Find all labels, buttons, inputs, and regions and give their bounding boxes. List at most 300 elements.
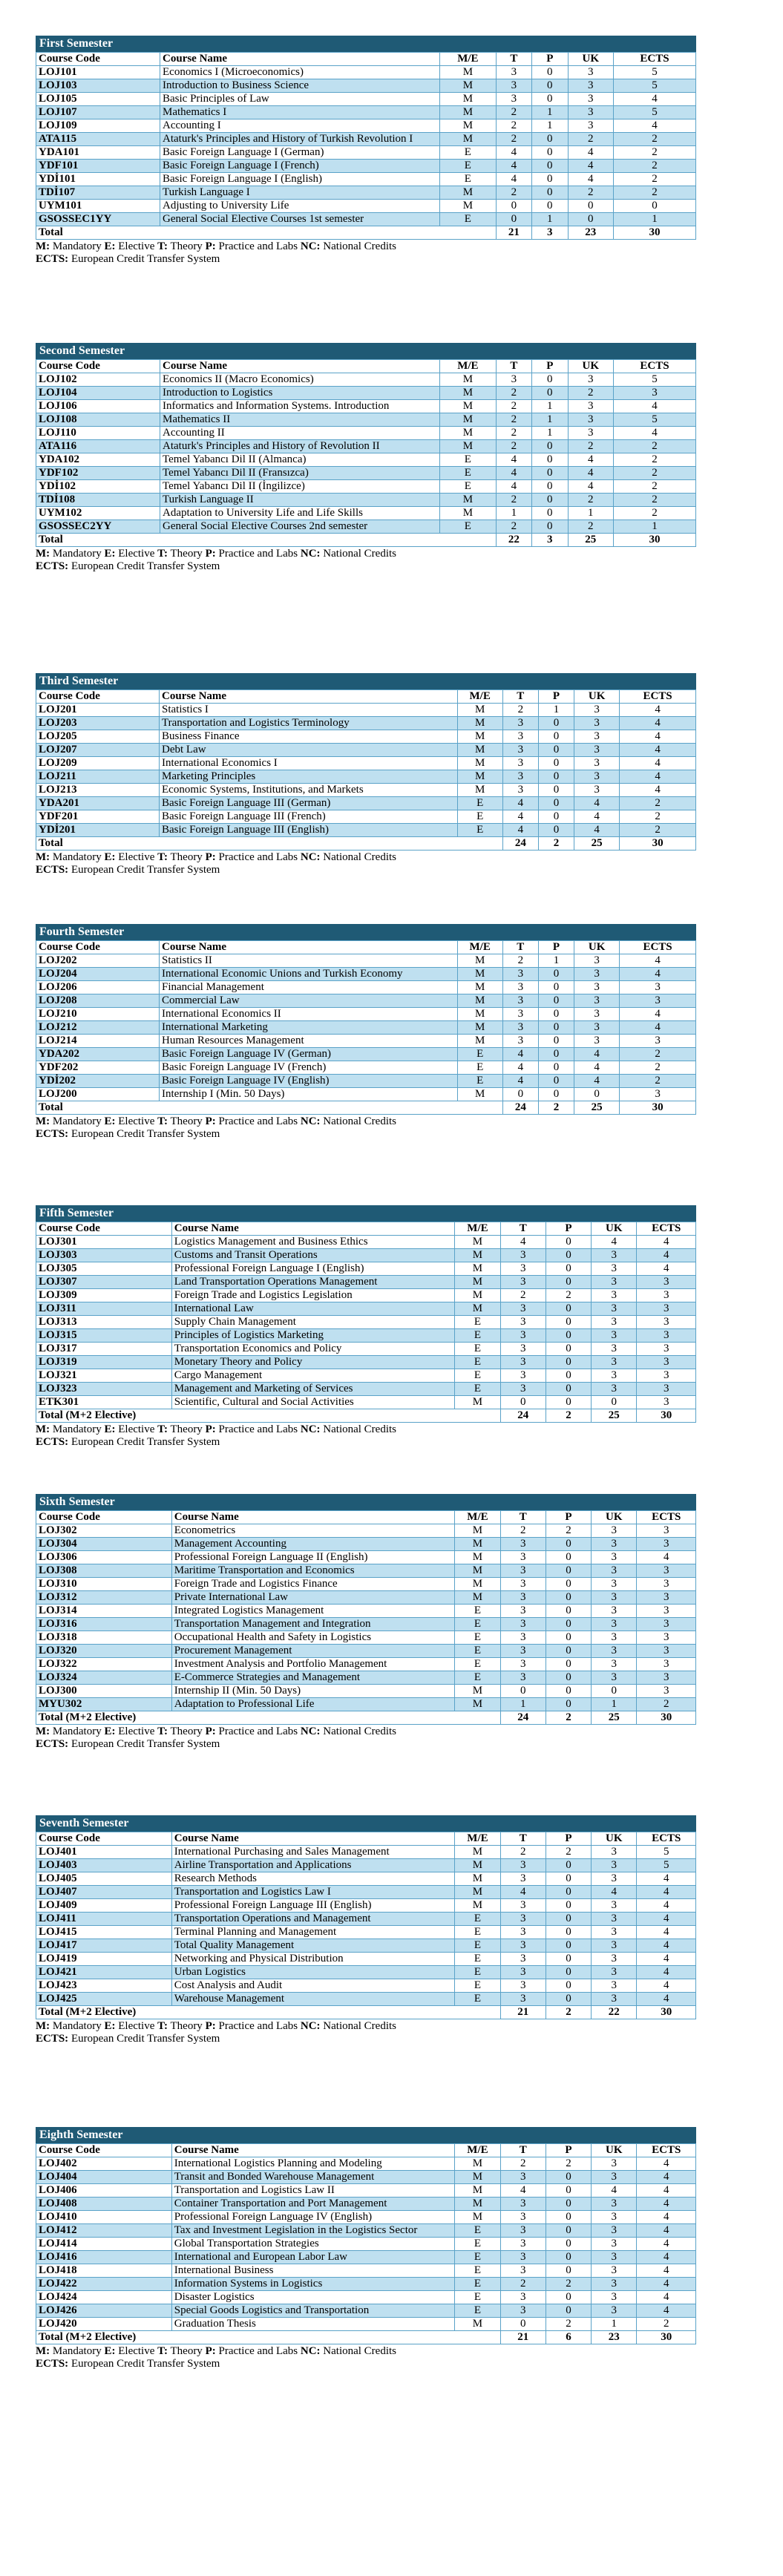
legend-text: Elective (115, 240, 158, 252)
course-p: 0 (538, 824, 574, 837)
course-ects: 4 (637, 2184, 696, 2198)
course-t: 3 (500, 1356, 546, 1369)
legend-key: E: (104, 548, 116, 560)
course-code: LOJ110 (36, 427, 160, 440)
header-uk: UK (568, 53, 613, 66)
course-name: Foreign Trade and Logistics Legislation (171, 1289, 455, 1302)
total-ects: 30 (620, 1101, 696, 1115)
course-t: 3 (500, 2171, 546, 2184)
course-code: LOJ317 (36, 1343, 172, 1356)
course-uk: 3 (592, 1564, 637, 1578)
table-row (36, 2278, 696, 2291)
total-uk: 23 (568, 226, 613, 240)
course-table (36, 689, 696, 851)
course-uk: 1 (568, 507, 613, 520)
course-name: Professional Foreign Language II (English) (171, 1551, 455, 1564)
course-uk: 3 (592, 2291, 637, 2304)
course-code: LOJ300 (36, 1685, 172, 1698)
course-me: M (440, 507, 496, 520)
course-name: Transportation and Logistics Law I (171, 1886, 455, 1899)
course-p: 0 (538, 717, 574, 730)
legend-key: NC: (300, 1423, 321, 1435)
course-uk: 3 (592, 1356, 637, 1369)
course-ects: 4 (613, 93, 695, 106)
course-table (36, 52, 696, 240)
header-t: T (500, 1222, 546, 1236)
course-me: M (455, 1859, 500, 1872)
total-label: Total (36, 226, 497, 240)
course-me: E (440, 173, 496, 186)
course-uk: 1 (592, 1698, 637, 1711)
course-p: 0 (538, 981, 574, 994)
course-uk: 3 (592, 1993, 637, 2006)
table-row (36, 1551, 696, 1564)
course-me: M (455, 1886, 500, 1899)
course-t: 3 (500, 2238, 546, 2251)
course-p: 0 (532, 387, 568, 400)
course-uk: 3 (592, 1289, 637, 1302)
course-name: Research Methods (171, 1872, 455, 1886)
course-name: International Economic Unions and Turkish Economy (160, 968, 458, 981)
course-p: 0 (546, 1236, 591, 1249)
course-p: 0 (546, 1538, 591, 1551)
table-row (36, 1329, 696, 1343)
legend-key: T: (157, 2345, 168, 2357)
table-row (36, 2318, 696, 2331)
course-t: 3 (500, 2304, 546, 2318)
table-row (36, 717, 696, 730)
course-name: Commercial Law (160, 994, 458, 1008)
course-p: 0 (538, 770, 574, 784)
course-uk: 3 (592, 1578, 637, 1591)
legend-key: E: (104, 1725, 116, 1737)
course-code: LOJ323 (36, 1383, 172, 1396)
table-row (36, 1302, 696, 1316)
course-uk: 3 (568, 79, 613, 93)
table-row (36, 467, 696, 480)
total-t: 21 (500, 2006, 546, 2019)
course-t: 2 (496, 133, 531, 146)
course-p: 1 (532, 119, 568, 133)
header-t: T (502, 941, 538, 954)
course-p: 0 (546, 1551, 591, 1564)
course-ects: 1 (613, 520, 695, 534)
course-code: LOJ103 (36, 79, 160, 93)
table-row (36, 1075, 696, 1088)
course-code: LOJ209 (36, 757, 160, 770)
course-me: M (455, 2198, 500, 2211)
header-me: M/E (440, 53, 496, 66)
table-row (36, 824, 696, 837)
course-me: E (457, 1061, 502, 1075)
header-uk: UK (592, 1222, 637, 1236)
legend-key: P: (205, 240, 216, 252)
course-me: M (457, 717, 502, 730)
course-name: Maritime Transportation and Economics (171, 1564, 455, 1578)
course-code: LOJ425 (36, 1993, 172, 2006)
course-t: 3 (500, 1859, 546, 1872)
course-code: LOJ102 (36, 373, 160, 387)
course-code: LOJ311 (36, 1302, 172, 1316)
course-t: 3 (500, 1953, 546, 1966)
course-p: 2 (546, 2278, 591, 2291)
course-code: LOJ212 (36, 1021, 160, 1035)
course-me: M (440, 66, 496, 79)
course-ects: 2 (620, 1075, 696, 1088)
header-name: Course Name (171, 2144, 455, 2157)
course-p: 1 (532, 106, 568, 119)
course-p: 0 (546, 1913, 591, 1926)
course-t: 3 (502, 1008, 538, 1021)
course-code: LOJ303 (36, 1249, 172, 1262)
legend-key: NC: (300, 851, 321, 863)
course-me: E (457, 1048, 502, 1061)
course-name: Information Systems in Logistics (171, 2278, 455, 2291)
total-p: 2 (538, 1101, 574, 1115)
course-ects: 4 (637, 1939, 696, 1953)
course-t: 3 (500, 1316, 546, 1329)
course-code: LOJ205 (36, 730, 160, 744)
course-uk: 3 (574, 744, 620, 757)
course-p: 2 (546, 2157, 591, 2171)
course-name: Internship I (Min. 50 Days) (160, 1088, 458, 1101)
course-table (36, 2143, 696, 2344)
total-p: 2 (546, 2006, 591, 2019)
course-table (36, 359, 696, 547)
course-t: 3 (500, 2264, 546, 2278)
course-uk: 3 (574, 730, 620, 744)
course-code: YDİ102 (36, 480, 160, 494)
table-row (36, 200, 696, 213)
course-code: LOJ307 (36, 1276, 172, 1289)
course-me: E (455, 1356, 500, 1369)
course-name: Supply Chain Management (171, 1316, 455, 1329)
course-ects: 4 (620, 744, 696, 757)
course-ects: 3 (637, 1685, 696, 1698)
legend-text: Practice and Labs (215, 851, 301, 863)
course-ects: 3 (613, 387, 695, 400)
course-name: General Social Elective Courses 1st semester (160, 213, 440, 226)
legend-text: Elective (115, 548, 158, 560)
course-p: 2 (546, 1524, 591, 1538)
course-ects: 3 (637, 1289, 696, 1302)
course-ects: 4 (637, 2251, 696, 2264)
course-me: E (440, 160, 496, 173)
course-me: E (455, 1671, 500, 1685)
table-row (36, 757, 696, 770)
legend-key: P: (205, 1423, 216, 1435)
course-p: 0 (538, 968, 574, 981)
course-name: Transit and Bonded Warehouse Management (171, 2171, 455, 2184)
course-name: Integrated Logistics Management (171, 1605, 455, 1618)
course-uk: 3 (592, 1591, 637, 1605)
course-code: GSOSSEC1YY (36, 213, 160, 226)
course-p: 0 (532, 373, 568, 387)
course-me: E (457, 824, 502, 837)
course-uk: 3 (592, 2264, 637, 2278)
course-name: Land Transportation Operations Management (171, 1276, 455, 1289)
course-code: LOJ426 (36, 2304, 172, 2318)
course-t: 3 (502, 717, 538, 730)
course-p: 1 (532, 413, 568, 427)
table-row (36, 2171, 696, 2184)
course-t: 3 (500, 1564, 546, 1578)
course-code: YDA202 (36, 1048, 160, 1061)
table-row (36, 494, 696, 507)
course-name: Transportation and Logistics Law II (171, 2184, 455, 2198)
legend-key: ECTS: (36, 864, 69, 876)
course-t: 4 (502, 824, 538, 837)
course-code: YDİ202 (36, 1075, 160, 1088)
course-t: 3 (496, 93, 531, 106)
course-p: 0 (532, 494, 568, 507)
legend-text: National Credits (320, 851, 397, 863)
course-code: LOJ101 (36, 66, 160, 79)
table-row (36, 2291, 696, 2304)
course-code: LOJ321 (36, 1369, 172, 1383)
course-p: 0 (546, 2238, 591, 2251)
course-me: E (455, 1966, 500, 1979)
legend-key: M: (36, 2345, 50, 2357)
course-t: 2 (500, 1524, 546, 1538)
course-me: M (440, 373, 496, 387)
header-code: Course Code (36, 690, 160, 704)
total-label: Total (M+2 Elective) (36, 1409, 501, 1423)
course-t: 3 (500, 1926, 546, 1939)
legend-text: Elective (115, 1115, 158, 1127)
course-t: 3 (500, 1645, 546, 1658)
course-me: M (457, 744, 502, 757)
course-uk: 3 (592, 1899, 637, 1913)
course-name: International Law (171, 1302, 455, 1316)
course-t: 3 (500, 2291, 546, 2304)
table-row (36, 1262, 696, 1276)
course-name: Transportation Management and Integration (171, 1618, 455, 1631)
course-t: 3 (500, 1551, 546, 1564)
course-me: E (455, 2224, 500, 2238)
total-p: 3 (532, 226, 568, 240)
total-label: Total (M+2 Elective) (36, 2006, 501, 2019)
course-uk: 3 (592, 2224, 637, 2238)
course-name: Basic Foreign Language IV (German) (160, 1048, 458, 1061)
course-code: LOJ423 (36, 1979, 172, 1993)
course-me: M (455, 1872, 500, 1886)
header-ects: ECTS (613, 53, 695, 66)
course-uk: 3 (592, 1249, 637, 1262)
course-p: 0 (532, 480, 568, 494)
semester-section (36, 1494, 696, 1751)
header-ects: ECTS (637, 2144, 696, 2157)
course-p: 0 (538, 1008, 574, 1021)
course-uk: 3 (592, 1859, 637, 1872)
total-row (36, 226, 696, 240)
course-code: YDF202 (36, 1061, 160, 1075)
table-header-row (36, 53, 696, 66)
course-name: Professional Foreign Language IV (English) (171, 2211, 455, 2224)
course-ects: 3 (637, 1302, 696, 1316)
course-p: 0 (532, 160, 568, 173)
course-ects: 4 (637, 1551, 696, 1564)
course-code: YDF102 (36, 467, 160, 480)
legend (36, 2020, 696, 2045)
header-p: P (532, 360, 568, 373)
course-t: 2 (500, 1289, 546, 1302)
course-t: 3 (502, 981, 538, 994)
total-label: Total (M+2 Elective) (36, 2331, 501, 2344)
course-p: 0 (546, 1859, 591, 1872)
course-me: M (455, 1289, 500, 1302)
table-row (36, 1356, 696, 1369)
course-t: 4 (496, 160, 531, 173)
course-me: M (455, 2171, 500, 2184)
course-t: 3 (502, 784, 538, 797)
course-t: 3 (500, 1939, 546, 1953)
course-ects: 4 (620, 757, 696, 770)
table-row (36, 1008, 696, 1021)
course-p: 0 (532, 507, 568, 520)
semester-section (36, 673, 696, 876)
course-ects: 4 (637, 1262, 696, 1276)
course-name: Urban Logistics (171, 1966, 455, 1979)
course-ects: 3 (637, 1396, 696, 1409)
total-p: 2 (546, 1409, 591, 1423)
table-row (36, 1524, 696, 1538)
course-code: LOJ410 (36, 2211, 172, 2224)
course-me: E (440, 480, 496, 494)
course-code: MYU302 (36, 1698, 172, 1711)
course-me: M (455, 1538, 500, 1551)
course-uk: 2 (568, 186, 613, 200)
course-p: 0 (546, 1685, 591, 1698)
course-ects: 4 (620, 968, 696, 981)
legend-key: NC: (300, 240, 321, 252)
course-ects: 2 (620, 1048, 696, 1061)
table-header-row (36, 2144, 696, 2157)
legend-text: European Credit Transfer System (68, 560, 220, 572)
total-uk: 25 (574, 1101, 620, 1115)
header-me: M/E (455, 1222, 500, 1236)
legend-key: T: (157, 240, 168, 252)
course-uk: 4 (574, 1061, 620, 1075)
legend-text: European Credit Transfer System (68, 2033, 220, 2045)
legend-key: ECTS: (36, 1128, 69, 1140)
course-t: 2 (496, 427, 531, 440)
table-row (36, 1236, 696, 1249)
legend-key: NC: (300, 1725, 321, 1737)
header-ects: ECTS (637, 1832, 696, 1846)
course-name: Econometrics (171, 1524, 455, 1538)
course-ects: 2 (613, 453, 695, 467)
course-t: 1 (500, 1698, 546, 1711)
course-uk: 3 (592, 1645, 637, 1658)
course-me: M (440, 494, 496, 507)
course-me: E (440, 520, 496, 534)
course-t: 3 (500, 2198, 546, 2211)
course-code: YDA101 (36, 146, 160, 160)
course-code: LOJ422 (36, 2278, 172, 2291)
header-me: M/E (455, 1832, 500, 1846)
legend-text: European Credit Transfer System (68, 253, 220, 265)
course-uk: 3 (592, 1913, 637, 1926)
course-ects: 4 (637, 2304, 696, 2318)
table-row (36, 1591, 696, 1605)
course-code: LOJ108 (36, 413, 160, 427)
table-row (36, 1872, 696, 1886)
course-me: M (455, 2211, 500, 2224)
course-p: 0 (546, 1979, 591, 1993)
legend-text: Theory (168, 240, 206, 252)
legend-key: E: (104, 240, 116, 252)
header-code: Course Code (36, 941, 160, 954)
course-me: E (455, 2238, 500, 2251)
course-t: 3 (502, 968, 538, 981)
header-p: P (546, 1511, 591, 1524)
table-row (36, 797, 696, 810)
header-t: T (500, 1511, 546, 1524)
legend (36, 1725, 696, 1751)
course-name: Customs and Transit Operations (171, 1249, 455, 1262)
course-ects: 3 (637, 1316, 696, 1329)
course-ects: 4 (620, 954, 696, 968)
legend-text: Theory (168, 1115, 206, 1127)
legend-text: Elective (115, 2345, 158, 2357)
course-name: Basic Foreign Language IV (English) (160, 1075, 458, 1088)
course-ects: 5 (613, 106, 695, 119)
table-row (36, 1578, 696, 1591)
course-me: E (440, 146, 496, 160)
course-code: LOJ416 (36, 2251, 172, 2264)
course-name: Economics I (Microeconomics) (160, 66, 440, 79)
course-p: 0 (546, 2198, 591, 2211)
course-ects: 2 (620, 810, 696, 824)
course-p: 0 (546, 1939, 591, 1953)
legend-key: T: (157, 2020, 168, 2032)
course-name: Accounting II (160, 427, 440, 440)
course-name: Transportation Operations and Management (171, 1913, 455, 1926)
course-p: 0 (546, 2211, 591, 2224)
course-ects: 3 (637, 1369, 696, 1383)
course-uk: 3 (592, 1343, 637, 1356)
course-code: LOJ408 (36, 2198, 172, 2211)
table-row (36, 1564, 696, 1578)
course-code: LOJ315 (36, 1329, 172, 1343)
course-me: M (455, 1685, 500, 1698)
course-ects: 5 (637, 1859, 696, 1872)
course-t: 2 (496, 186, 531, 200)
legend-key: T: (157, 548, 168, 560)
table-row (36, 1658, 696, 1671)
course-code: LOJ324 (36, 1671, 172, 1685)
header-name: Course Name (160, 941, 458, 954)
table-header-row (36, 1511, 696, 1524)
course-code: YDİ101 (36, 173, 160, 186)
course-name: International Purchasing and Sales Management (171, 1846, 455, 1859)
course-ects: 5 (637, 1846, 696, 1859)
legend-text: Theory (168, 1423, 206, 1435)
course-uk: 3 (568, 119, 613, 133)
course-uk: 3 (592, 1605, 637, 1618)
header-name: Course Name (160, 360, 440, 373)
course-name: Economics II (Macro Economics) (160, 373, 440, 387)
course-ects: 3 (620, 981, 696, 994)
course-ects: 4 (637, 2238, 696, 2251)
legend-key: M: (36, 240, 50, 252)
course-me: M (455, 2184, 500, 2198)
course-uk: 3 (592, 1926, 637, 1939)
header-name: Course Name (171, 1222, 455, 1236)
table-row (36, 213, 696, 226)
course-t: 4 (502, 1061, 538, 1075)
